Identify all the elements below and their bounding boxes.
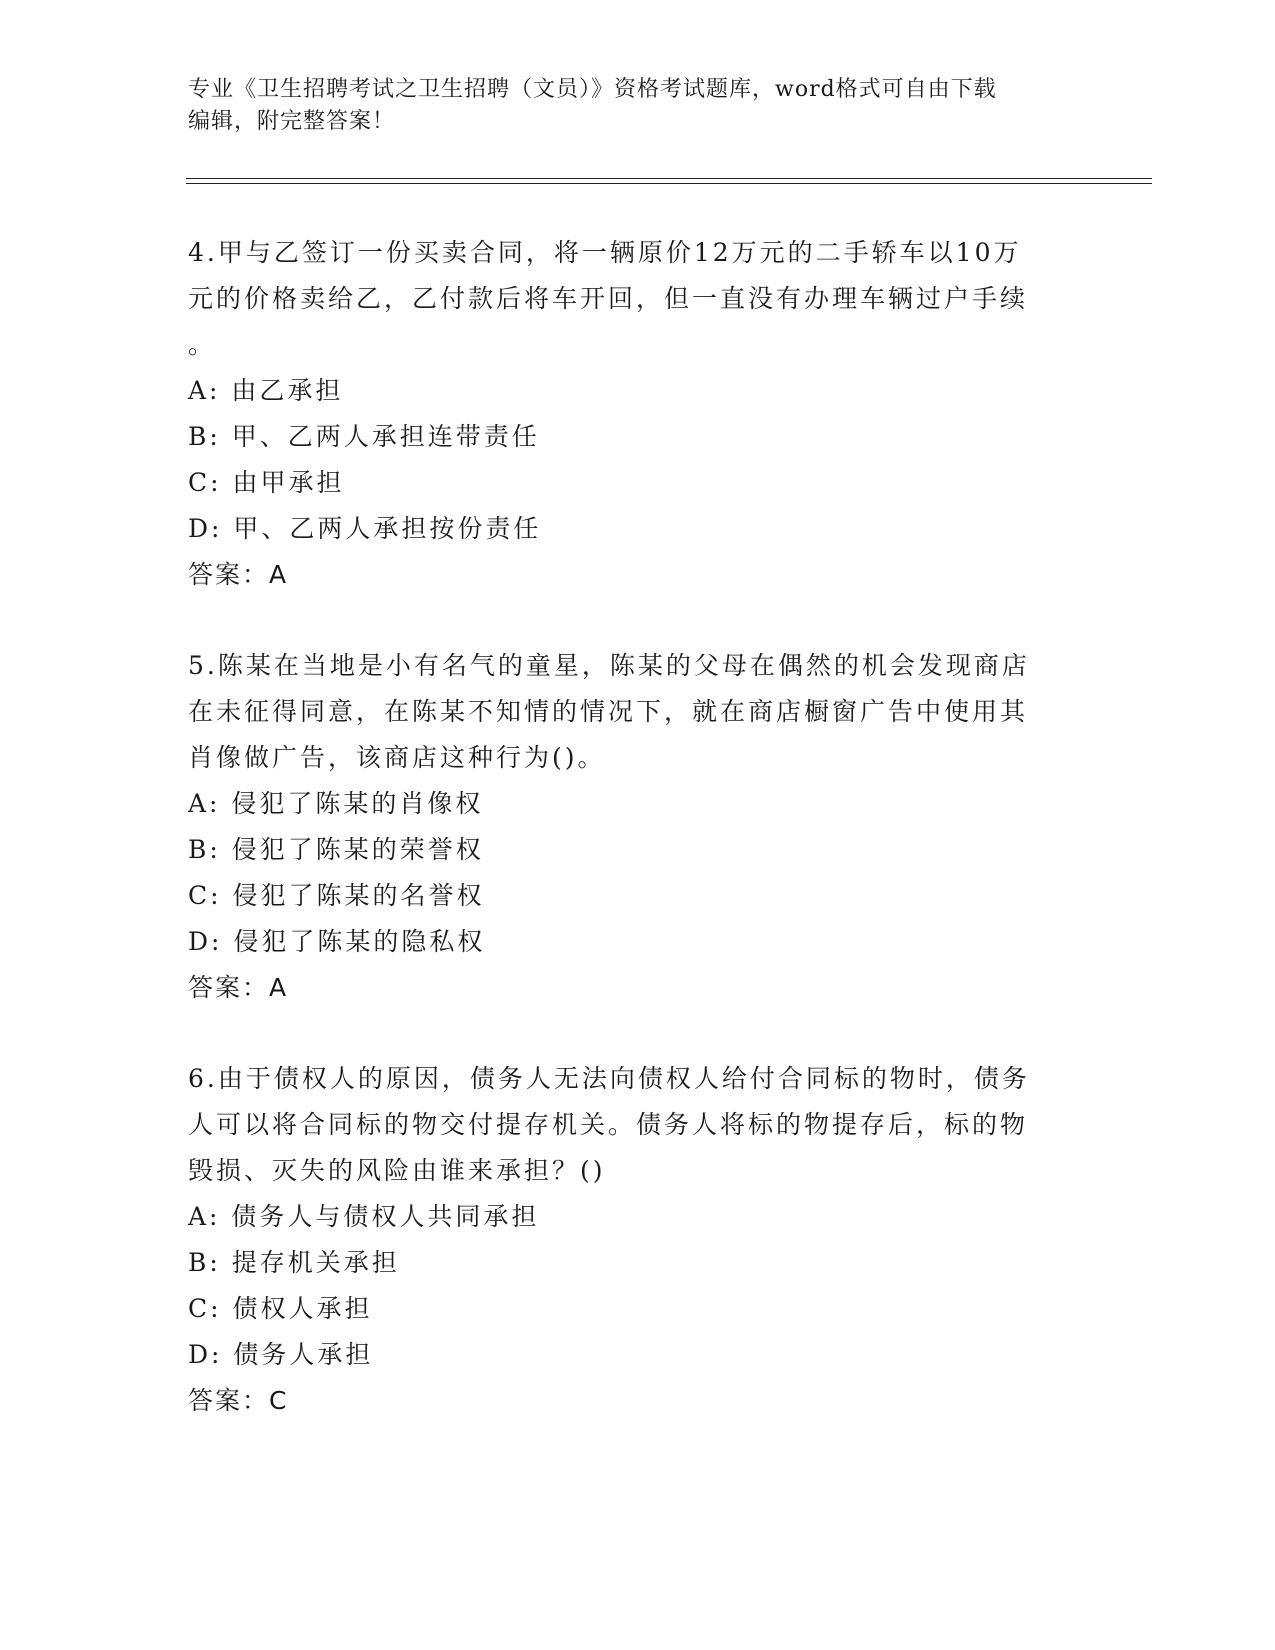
question-stem-line: 肖像做广告，该商店这种行为()。 xyxy=(188,743,606,772)
question-stem-line: 。 xyxy=(188,330,217,359)
question-stem xyxy=(188,230,1058,368)
option-d: D: 侵犯了陈某的隐私权 xyxy=(188,927,486,956)
option-b: B: 提存机关承担 xyxy=(188,1248,400,1277)
option-a: A: 债务人与债权人共同承担 xyxy=(188,1202,540,1231)
header-divider-bottom xyxy=(186,183,1152,184)
option-c: C: 侵犯了陈某的名誉权 xyxy=(188,881,485,910)
answer-line: 答案：A xyxy=(188,560,289,589)
question-stem-line: 5.陈某在当地是小有名气的童星，陈某的父母在偶然的机会发现商店 xyxy=(188,651,1030,680)
option-d: D: 债务人承担 xyxy=(188,1340,374,1369)
question-stem-line: 4.甲与乙签订一份买卖合同，将一辆原价12万元的二手轿车以10万 xyxy=(188,238,1022,267)
question-stem-line: 元的价格卖给乙，乙付款后将车开回，但一直没有办理车辆过户手续 xyxy=(188,284,1029,313)
option-a: A: 侵犯了陈某的肖像权 xyxy=(188,789,484,818)
option-c: C: 债权人承担 xyxy=(188,1294,373,1323)
question-stem-line: 6.由于债权人的原因，债务人无法向债权人给付合同标的物时，债务 xyxy=(188,1064,1030,1093)
option-b: B: 侵犯了陈某的荣誉权 xyxy=(188,835,484,864)
question-stem-line: 毁损、灭失的风险由谁来承担？() xyxy=(188,1156,606,1185)
answer-line: 答案：A xyxy=(188,973,289,1002)
question-stem xyxy=(188,1056,1058,1194)
question-block xyxy=(188,230,1058,598)
option-d: D: 甲、乙两人承担按份责任 xyxy=(188,514,542,543)
question-stem-line: 在未征得同意，在陈某不知情的情况下，就在商店橱窗广告中使用其 xyxy=(188,697,1029,726)
document-header xyxy=(188,74,1068,138)
option-b: B: 甲、乙两人承担连带责任 xyxy=(188,422,540,451)
answer-line: 答案：C xyxy=(188,1386,289,1415)
header-divider-top xyxy=(186,178,1152,179)
option-a: A: 由乙承担 xyxy=(188,376,344,405)
header-line-2: 编辑，附完整答案！ xyxy=(188,109,396,134)
header-line-1: 专业《卫生招聘考试之卫生招聘（文员）》资格考试题库，word格式可自由下载 xyxy=(188,77,997,102)
option-c: C: 由甲承担 xyxy=(188,468,345,497)
question-block xyxy=(188,1056,1058,1424)
question-block xyxy=(188,643,1058,1011)
question-stem xyxy=(188,643,1058,781)
question-stem-line: 人可以将合同标的物交付提存机关。债务人将标的物提存后，标的物 xyxy=(188,1110,1029,1139)
